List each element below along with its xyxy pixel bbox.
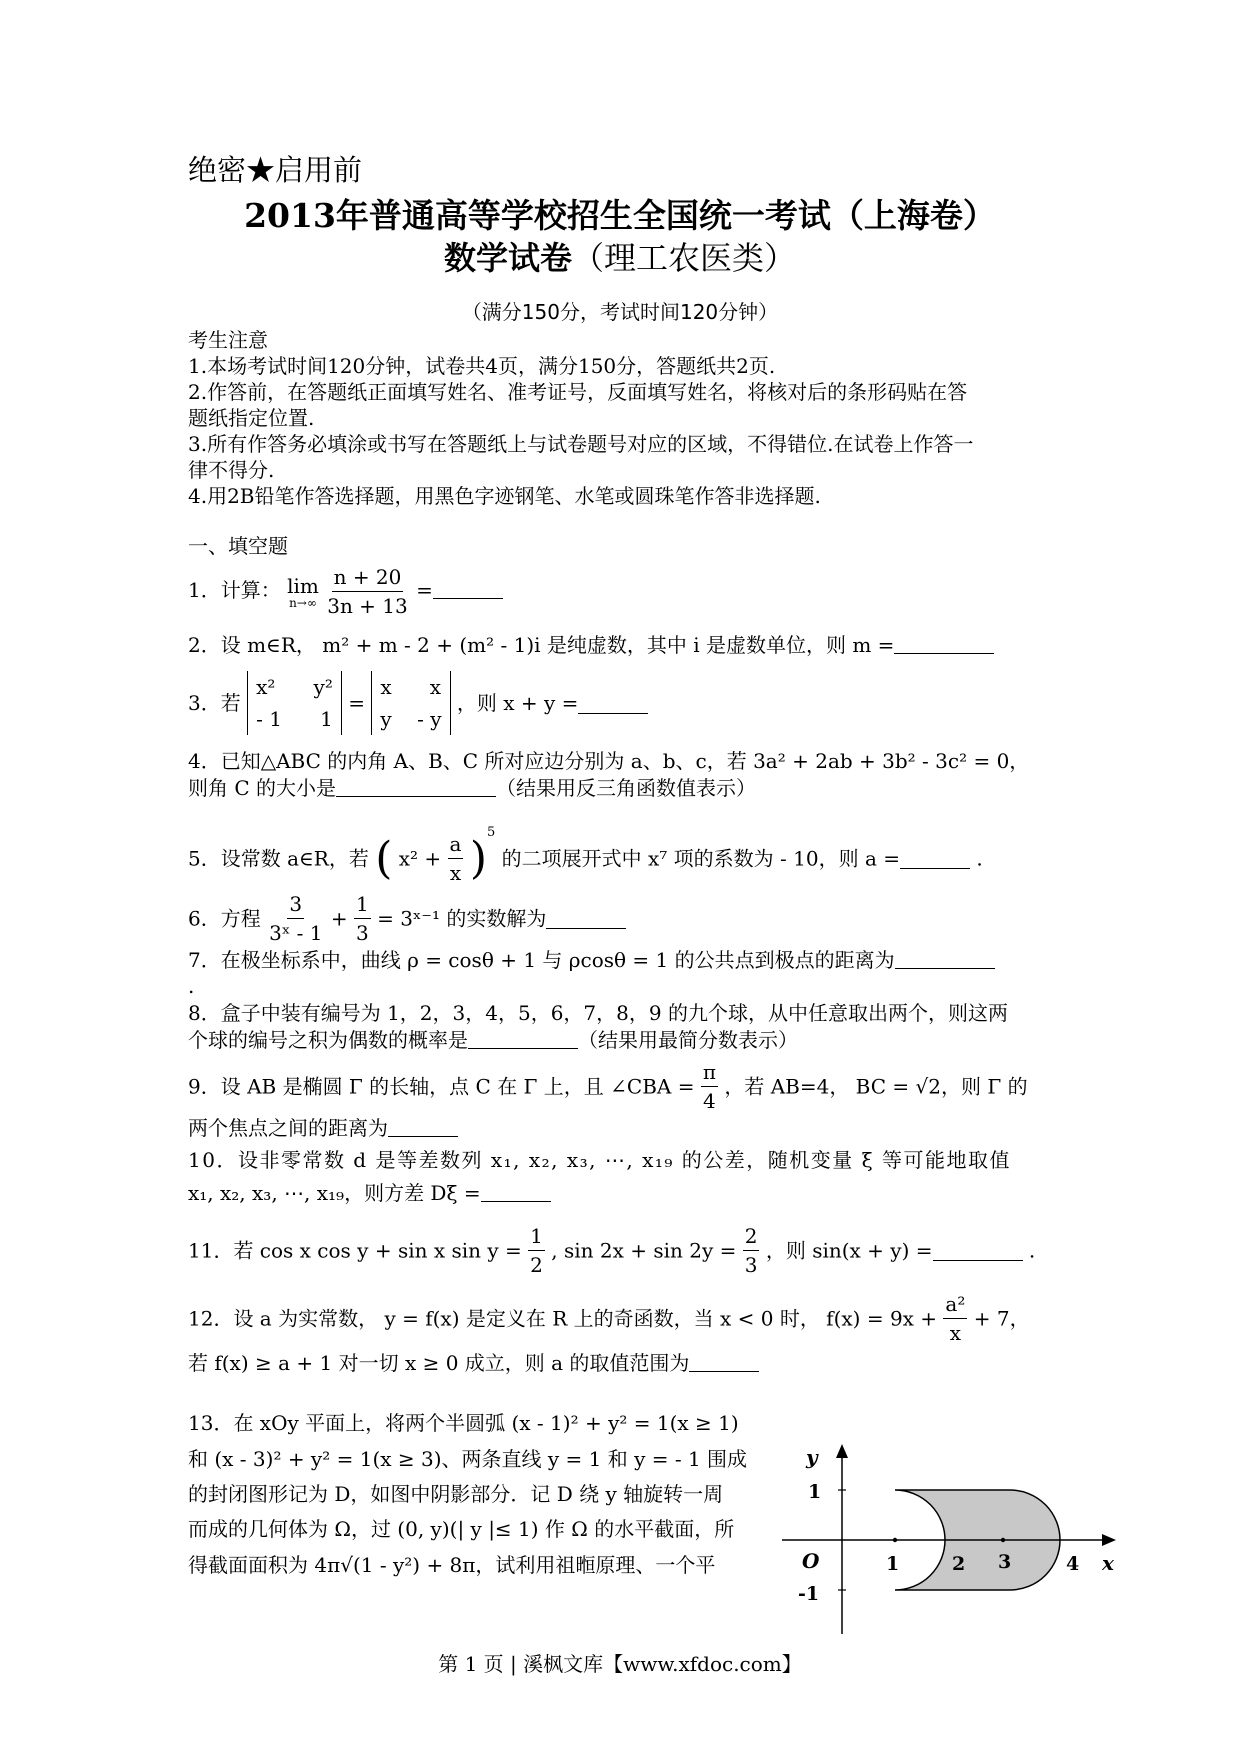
question-13-line2: 和 (x - 3)² + y² = 1(x ≥ 3)、两条直线 y = 1 和 y = - 1 围成 (188, 1447, 748, 1471)
q12-fd: x (949, 1321, 962, 1345)
question-9-line2 (188, 1115, 458, 1141)
q4-line2a: 则角 C 的大小是 (188, 776, 337, 800)
question-11 (188, 1222, 1035, 1279)
q9-post: ，若 AB=4， BC = √2，则 Γ 的 (724, 1074, 1028, 1099)
y-tick-label-minus-1: -1 (798, 1583, 820, 1605)
q6-frac2 (354, 890, 371, 947)
q8-line2a: 个球的编号之积为偶数的概率是 (188, 1028, 468, 1052)
notes-heading: 考生注意 (188, 328, 268, 352)
q3-right-row1: x x (380, 675, 442, 699)
score-line: （满分150分，考试时间120分钟） (461, 300, 779, 324)
q9-line2: 两个焦点之间的距离为 (188, 1116, 388, 1140)
x-tick-label-2: 2 (952, 1553, 966, 1575)
q11-mid: , sin 2x + sin 2y = (551, 1238, 737, 1263)
y-axis-label: y (806, 1445, 818, 1469)
question-6 (188, 890, 626, 947)
q5-post: 的二项展开式中 x⁷ 项的系数为 - 10，则 a = (501, 846, 900, 871)
y-tick-label-1: 1 (808, 1481, 822, 1503)
q6-frac1 (267, 890, 324, 947)
q6-n1: 3 (287, 890, 304, 919)
y-axis-arrow (836, 1444, 848, 1458)
q6-plus: + (330, 906, 348, 931)
x-tick-label-1: 1 (886, 1553, 900, 1575)
q11-pre: 11．若 cos x cos y + sin x sin y = (188, 1238, 522, 1263)
q1-eq: = (416, 578, 433, 602)
q5-frac-n: a (448, 830, 464, 859)
q5-fraction (448, 830, 464, 887)
question-7 (188, 947, 995, 973)
answer-blank[interactable] (468, 1028, 578, 1049)
q5-exp: 5 (487, 825, 496, 840)
answer-blank[interactable] (894, 633, 994, 654)
q3-left-row2: - 1 1 (256, 707, 333, 731)
question-13-line5: 得截面面积为 4π√(1 - y²) + 8π，试利用祖暅原理、一个平 (188, 1553, 716, 1577)
section-heading: 一、填空题 (188, 534, 288, 558)
answer-blank[interactable] (433, 578, 503, 599)
x-axis-arrow (1102, 1534, 1116, 1546)
question-1 (188, 563, 503, 620)
note-3: 3.所有作答务必填涂或书写在答题纸上与试卷题号对应的区域，不得错位.在试卷上作答一 (188, 432, 974, 456)
q3-left-determinant (247, 671, 342, 735)
x-tick-label-4: 4 (1066, 1553, 1080, 1575)
q11-f1d: 2 (530, 1253, 543, 1277)
question-10-line1: 10．设非零常数 d 是等差数列 x₁, x₂, x₃, ⋯, x₁₉ 的公差，随机变量 ξ 等可能地取值 (188, 1148, 1011, 1172)
question-8-line2 (188, 1027, 798, 1053)
q3-tail: ，则 x + y = (456, 691, 579, 715)
x-tick-3 (1001, 1538, 1005, 1542)
question-8-line1: 8．盒子中装有编号为 1，2，3，4，5，6，7，8，9 的九个球，从中任意取出两个，则这两 (188, 1001, 1008, 1025)
answer-blank[interactable] (336, 776, 496, 797)
note-2-cont: 题纸指定位置. (188, 406, 315, 430)
q6-post: = 3ˣ⁻¹ 的实数解为 (377, 906, 547, 931)
answer-blank[interactable] (900, 848, 970, 869)
q1-lim-sub: n→∞ (289, 595, 317, 610)
secret-label: 绝密★启用前 (188, 153, 363, 187)
q12-post: + 7， (973, 1306, 1030, 1331)
q7-text: 7．在极坐标系中，曲线 ρ = cosθ + 1 与 ρcosθ = 1 的公共点到极点的距离为 (188, 948, 895, 972)
q1-fraction (325, 563, 410, 620)
note-3-cont: 律不得分. (188, 458, 275, 482)
q9-pre: 9．设 AB 是椭圆 Γ 的长轴，点 C 在 Γ 上，且 ∠CBA = (188, 1074, 695, 1099)
q11-frac1 (528, 1222, 545, 1279)
q1-num: 1．计算： (188, 578, 281, 602)
question-2 (188, 632, 994, 658)
q3-right-row2: y - y (380, 707, 442, 731)
q6-d2: 3 (355, 921, 369, 945)
q11-frac2 (743, 1222, 760, 1279)
q3-num: 3．若 (188, 691, 241, 715)
q6-n2: 1 (354, 890, 371, 919)
q4-line2b: （结果用反三角函数值表示） (496, 776, 757, 800)
question-12-line1 (188, 1290, 1030, 1347)
x-tick-1 (893, 1538, 897, 1542)
question-13-line3: 的封闭图形记为 D，如图中阴影部分．记 D 绕 y 轴旋转一周 (188, 1482, 724, 1506)
q1-denom: 3n + 13 (327, 594, 408, 618)
subtitle-paren: （理工农医类） (572, 239, 797, 277)
q7-dot: . (188, 974, 195, 998)
q11-f2n: 2 (743, 1222, 760, 1251)
q11-f2d: 3 (744, 1253, 758, 1277)
subtitle-main: 数学试卷 (443, 239, 572, 277)
q12-pre: 12．设 a 为实常数， y = f(x) 是定义在 R 上的奇函数，当 x < 0 时， f(x) = 9x + (188, 1306, 938, 1331)
q11-post: ，则 sin(x + y) = (765, 1238, 933, 1263)
answer-blank[interactable] (895, 948, 995, 969)
q5-inner: x² + (398, 846, 442, 871)
question-5: 5．设常数 a∈R，若 ( x² + $\frac{a}{x}$ )$^5$ 的二项展开式中 x⁷ 项的系数为 - 10，则 a = . (188, 825, 983, 885)
exam-subtitle (0, 233, 1240, 279)
q6-d1: 3ˣ - 1 (269, 921, 323, 945)
q1-lim: lim (287, 573, 319, 598)
q12-fn: a² (943, 1290, 967, 1319)
question-13-line4: 而成的几何体为 Ω，过 (0, y)(| y |≤ 1) 作 Ω 的水平截面，所 (188, 1517, 735, 1541)
q9-fn: π (701, 1058, 718, 1087)
origin-label: O (802, 1549, 820, 1573)
answer-blank[interactable] (546, 908, 626, 929)
question-13-line1: 13．在 xOy 平面上，将两个半圆弧 (x - 1)² + y² = 1(x ≥ 1) (188, 1411, 739, 1435)
answer-blank[interactable] (933, 1240, 1023, 1261)
answer-blank[interactable] (481, 1181, 551, 1202)
q12-line2: 若 f(x) ≥ a + 1 对一切 x ≥ 0 成立，则 a 的取值范围为 (188, 1351, 690, 1375)
q5-end: . (976, 846, 983, 871)
q2-text: 2．设 m∈R， m² + m - 2 + (m² - 1)i 是纯虚数，其中 i 是虚数单位，则 m = (188, 633, 895, 657)
question-4-line1: 4．已知△ABC 的内角 A、B、C 所对应边分别为 a、b、c，若 3a² + 2ab + 3b² - 3c² = 0， (188, 749, 1030, 773)
question-12-line2 (188, 1350, 759, 1376)
x-tick-label-3: 3 (998, 1551, 1012, 1573)
question-3: 3．若 x² y² - 1 1 = x x y - y ，则 x + y = (188, 671, 648, 735)
page-footer: 第 1 页 | 溪枫文库【www.xfdoc.com】 (438, 1652, 802, 1676)
q11-end: . (1028, 1238, 1036, 1263)
question-9-line1 (188, 1058, 1028, 1115)
q9-fd: 4 (703, 1089, 716, 1113)
note-1: 1.本场考试时间120分钟，试卷共4页，满分150分，答题纸共2页. (188, 354, 776, 378)
note-2: 2.作答前，在答题纸正面填写姓名、准考证号，反面填写姓名，将核对后的条形码贴在答 (188, 380, 968, 404)
q3-right-determinant (371, 671, 450, 735)
answer-blank[interactable] (578, 693, 648, 714)
q9-fraction (701, 1058, 718, 1115)
q1-numer: n + 20 (332, 563, 404, 592)
answer-blank[interactable] (388, 1116, 458, 1137)
answer-blank[interactable] (689, 1351, 759, 1372)
q6-pre: 6．方程 (188, 906, 261, 931)
question-10-line2 (188, 1180, 551, 1206)
x-axis-label: x (1102, 1551, 1114, 1575)
note-4: 4.用2B铅笔作答选择题，用黑色字迹钢笔、水笔或圆珠笔作答非选择题. (188, 484, 821, 508)
q12-fraction (943, 1290, 967, 1347)
q8-line2b: （结果用最简分数表示） (578, 1028, 798, 1052)
q13-figure (780, 1438, 1120, 1638)
q5-pre: 5．设常数 a∈R，若 (188, 846, 369, 871)
question-4-line2 (188, 775, 756, 801)
q3-left-row1: x² y² (256, 675, 333, 699)
exam-title: 2013年普通高等学校招生全国统一考试（上海卷） (244, 196, 996, 235)
q11-f1n: 1 (528, 1222, 545, 1251)
q5-frac-d: x (449, 861, 462, 885)
q10-line2: x₁, x₂, x₃, ⋯, x₁₉，则方差 Dξ = (188, 1181, 481, 1205)
